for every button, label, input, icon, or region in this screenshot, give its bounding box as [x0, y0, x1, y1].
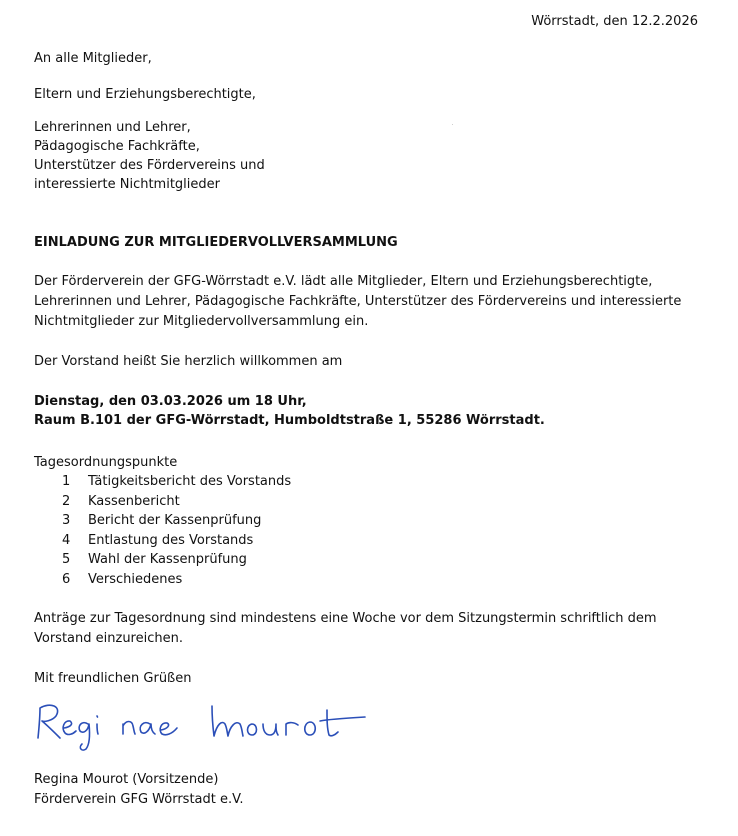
agenda-item: [62, 492, 180, 512]
greeting-other-line: Lehrerinnen und Lehrer,: [34, 120, 191, 135]
agenda-item-number: 3: [62, 513, 71, 528]
agenda-item-text: Wahl der Kassenprüfung: [88, 552, 247, 567]
greeting-other-line: interessierte Nichtmitglieder: [34, 177, 220, 192]
welcome-line: Der Vorstand heißt Sie herzlich willkommen am: [34, 354, 343, 369]
agenda-title: Tagesordnungspunkte: [34, 455, 178, 470]
agenda-item-text: Verschiedenes: [88, 572, 183, 587]
motions-line: Vorstand einzureichen.: [34, 631, 183, 646]
agenda-item-text: Entlastung des Vorstands: [88, 533, 254, 548]
meeting-location: Raum B.101 der GFG-Wörrstadt, Humboldtstraße 1, 55286 Wörrstadt.: [34, 413, 545, 428]
agenda-item: [62, 550, 247, 570]
agenda-item-number: 2: [62, 494, 71, 509]
agenda-item-text: Kassenbericht: [88, 494, 180, 509]
agenda-item-number: 1: [62, 474, 71, 489]
greeting-members: An alle Mitglieder,: [34, 51, 152, 66]
intro-line: Nichtmitglieder zur Mitgliedervollversammlung ein.: [34, 314, 369, 329]
agenda-item-text: Bericht der Kassenprüfung: [88, 513, 262, 528]
agenda-item-number: 5: [62, 552, 71, 567]
scan-speck: [452, 124, 453, 125]
invitation-heading: EINLADUNG ZUR MITGLIEDERVOLLVERSAMMLUNG: [34, 235, 398, 250]
signer-organization: Förderverein GFG Wörrstadt e.V.: [34, 792, 244, 807]
greeting-other-line: Pädagogische Fachkräfte,: [34, 139, 200, 154]
agenda-item-text: Tätigkeitsbericht des Vorstands: [88, 474, 292, 489]
agenda-item: [62, 472, 291, 492]
date-line: Wörrstadt, den 12.2.2026: [531, 14, 698, 29]
agenda-item-number: 4: [62, 533, 71, 548]
agenda-item: [62, 511, 261, 531]
agenda-item: [62, 570, 182, 590]
motions-line: Anträge zur Tagesordnung sind mindestens eine Woche vor dem Sitzungstermin schriftlich dem: [34, 611, 657, 626]
intro-line: Lehrerinnen und Lehrer, Pädagogische Fachkräfte, Unterstützer des Fördervereins und interessierte: [34, 294, 682, 309]
closing-line: Mit freundlichen Grüßen: [34, 671, 192, 686]
signer-name-role: Regina Mourot (Vorsitzende): [34, 772, 219, 787]
greeting-other-line: Unterstützer des Fördervereins und: [34, 158, 265, 173]
intro-line: Der Förderverein der GFG-Wörrstadt e.V. lädt alle Mitglieder, Eltern und Erziehungsberechtigte,: [34, 274, 653, 289]
agenda-item-number: 6: [62, 572, 71, 587]
handwritten-signature: [30, 694, 380, 754]
meeting-datetime: Dienstag, den 03.03.2026 um 18 Uhr,: [34, 394, 307, 409]
agenda-item: [62, 531, 253, 551]
greeting-parents: Eltern und Erziehungsberechtigte,: [34, 87, 256, 102]
